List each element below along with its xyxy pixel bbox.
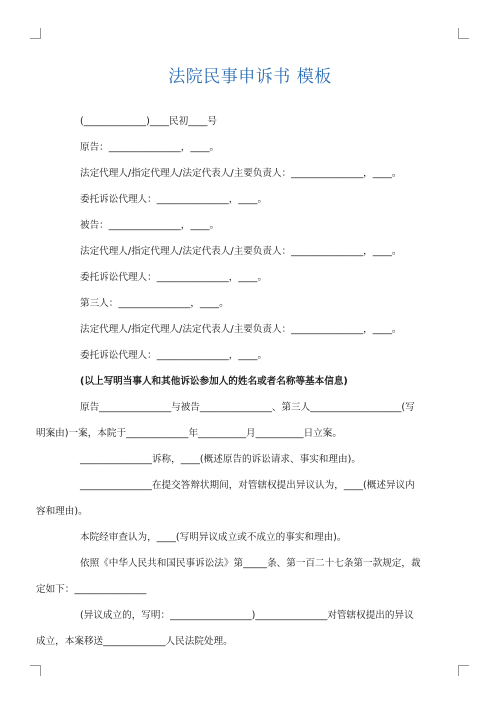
objection-upheld-line: (异议成立的，写明：_________________)_______________对管辖权提出的异议	[80, 610, 414, 621]
objection-line-2: 容和理由)。	[36, 506, 88, 517]
ruling-line: 定如下：_______________	[36, 584, 147, 595]
plaintiff-representative-line: 法定代理人/指定代理人/法定代表人/主要负责人：_______________，____。	[80, 168, 402, 179]
defendant-representative-line: 法定代理人/指定代理人/法定代表人/主要负责人：_______________，____。	[80, 246, 402, 257]
crop-mark-top-right	[458, 28, 469, 39]
objection-line: _______________在提交答辩状期间，对管辖权提出异议认为，____(概述异议内	[80, 480, 415, 491]
third-party-agent-line: 委托诉讼代理人：_______________，____。	[80, 350, 268, 361]
court-review-line: 本院经审查认为，____(写明异议成立或不成立的事实和理由)。	[80, 532, 347, 543]
crop-mark-bottom-left	[30, 665, 41, 676]
case-intro-line: 原告_______________与被告_______________、第三人___________________(写	[80, 402, 415, 413]
page-title: 法院民事申诉书 模板	[168, 67, 332, 87]
parties-note: (以上写明当事人和其他诉讼参加人的姓名或者名称等基本信息)	[80, 376, 348, 387]
case-intro-line-2: 明案由)一案，本院于_____________年__________月__________日立案。	[36, 428, 342, 439]
transfer-line: 成立，本案移送_____________人民法院处理。	[36, 636, 233, 647]
legal-basis-line: 依照《中华人民共和国民事诉讼法》第_____条、第一百二十七条第一款规定，裁	[80, 558, 421, 569]
crop-mark-bottom-right	[458, 665, 469, 676]
plaintiff-agent-line: 委托诉讼代理人：_______________，____。	[80, 194, 268, 205]
defendant-line: 被告：_______________，____。	[80, 220, 220, 231]
plaintiff-claim-line: _______________诉称，____(概述原告的诉讼请求、事实和理由)。	[80, 454, 361, 465]
case-number-line: (_____________)____民初____号	[80, 116, 218, 127]
defendant-agent-line: 委托诉讼代理人：_______________，____。	[80, 272, 268, 283]
third-party-line: 第三人：_______________，____。	[80, 298, 229, 309]
crop-mark-top-left	[30, 28, 41, 39]
plaintiff-line: 原告：_______________，____。	[80, 142, 220, 153]
third-party-representative-line: 法定代理人/指定代理人/法定代表人/主要负责人：_______________，____。	[80, 324, 402, 335]
